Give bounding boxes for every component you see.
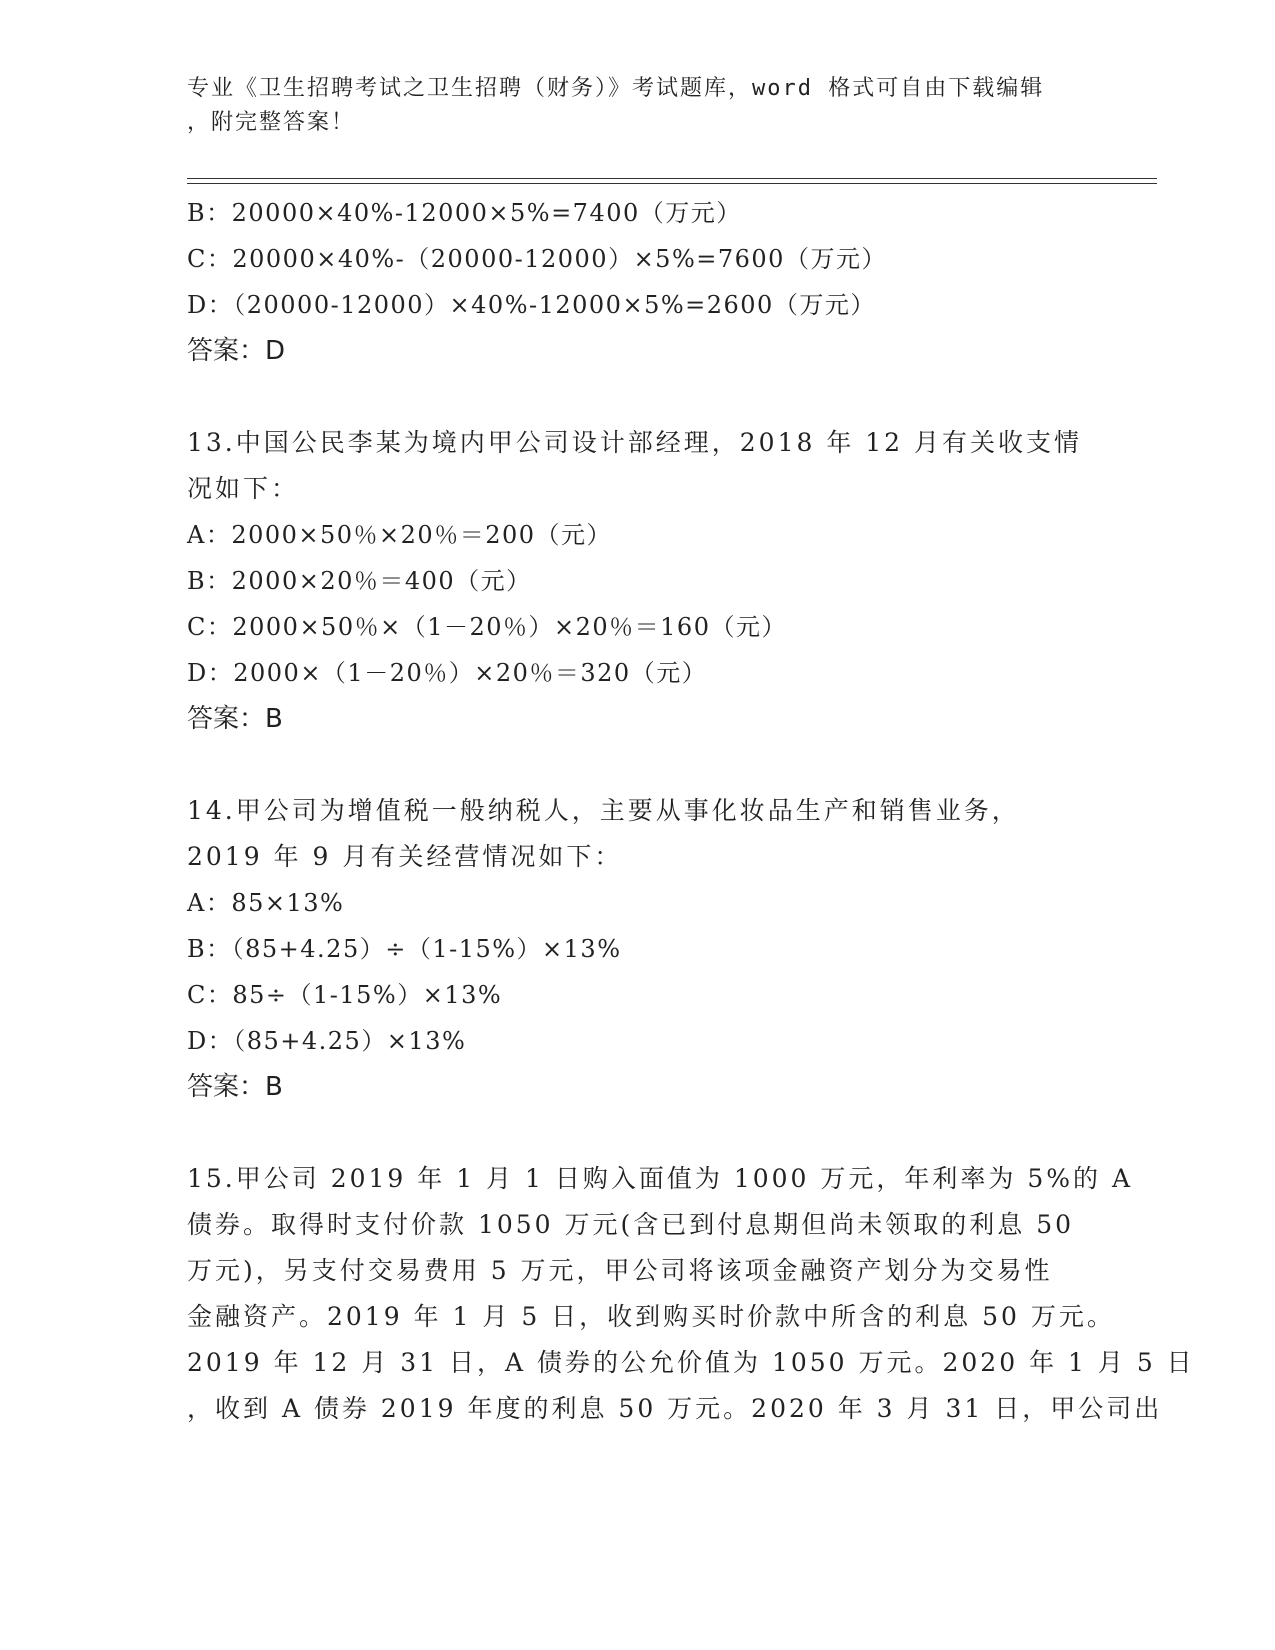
q13-answer: 答案：B bbox=[187, 704, 283, 734]
q14-text-line-1: 14.甲公司为增值税一般纳税人，主要从事化妆品生产和销售业务， bbox=[187, 796, 1020, 825]
q15-text-line-4: 金融资产。2019 年 1 月 5 日，收到购买时价款中所含的利息 50 万元。 bbox=[187, 1302, 1115, 1331]
question-12 bbox=[187, 190, 1087, 374]
header-line-1: 专业《卫生招聘考试之卫生招聘（财务）》考试题库，word 格式可自由下载编辑 bbox=[187, 76, 1045, 101]
q15-text-line-6: ，收到 A 债券 2019 年度的利息 50 万元。2020 年 3 月 31 日，甲公司出 bbox=[187, 1394, 1163, 1423]
header-divider-top bbox=[187, 178, 1157, 179]
q15-text-line-1: 15.甲公司 2019 年 1 月 1 日购入面值为 1000 万元，年利率为 5%的 A bbox=[187, 1164, 1134, 1193]
q13-text-line-2: 况如下： bbox=[187, 474, 300, 503]
question-15 bbox=[187, 1156, 1195, 1432]
spacer bbox=[187, 1110, 1087, 1156]
q12-option-d: D：（20000-12000）×40%-12000×5%=2600（万元） bbox=[187, 291, 876, 319]
q14-option-b: B：（85+4.25）÷（1-15%）×13% bbox=[187, 935, 622, 963]
spacer bbox=[187, 742, 1087, 788]
q12-option-c: C：20000×40%-（20000-12000）×5%=7600（万元） bbox=[187, 245, 887, 273]
q15-text-line-3: 万元)，另支付交易费用 5 万元，甲公司将该项金融资产划分为交易性 bbox=[187, 1256, 1053, 1285]
q12-answer: 答案：D bbox=[187, 336, 286, 366]
header-divider-bottom bbox=[187, 183, 1157, 184]
q12-option-b: B：20000×40%-12000×5%=7400（万元） bbox=[187, 199, 742, 227]
header-line-2: ，附完整答案！ bbox=[187, 110, 356, 135]
q14-option-c: C：85÷（1-15%）×13% bbox=[187, 981, 503, 1009]
q14-text-line-2: 2019 年 9 月有关经营情况如下： bbox=[187, 842, 623, 871]
q13-option-a: A：2000×50％×20％＝200（元） bbox=[187, 521, 613, 549]
document-body bbox=[187, 190, 1195, 1432]
q14-option-a: A：85×13% bbox=[187, 889, 345, 917]
q14-answer: 答案：B bbox=[187, 1072, 283, 1102]
q13-option-b: B：2000×20％＝400（元） bbox=[187, 567, 532, 595]
q13-option-c: C：2000×50％×（1－20％）×20％＝160（元） bbox=[187, 613, 787, 641]
question-14 bbox=[187, 788, 1087, 1110]
q15-text-line-2: 债券。取得时支付价款 1050 万元(含已到付息期但尚未领取的利息 50 bbox=[187, 1210, 1075, 1239]
q13-option-d: D：2000×（1－20％）×20％＝320（元） bbox=[187, 659, 708, 687]
document-header bbox=[187, 72, 1087, 140]
question-13 bbox=[187, 420, 1087, 742]
q13-text-line-1: 13.中国公民李某为境内甲公司设计部经理，2018 年 12 月有关收支情 bbox=[187, 428, 1083, 457]
q14-option-d: D：（85+4.25）×13% bbox=[187, 1027, 467, 1055]
spacer bbox=[187, 374, 1087, 420]
q15-text-line-5: 2019 年 12 月 31 日，A 债券的公允价值为 1050 万元。2020 年 1 月 5 日 bbox=[187, 1348, 1195, 1377]
